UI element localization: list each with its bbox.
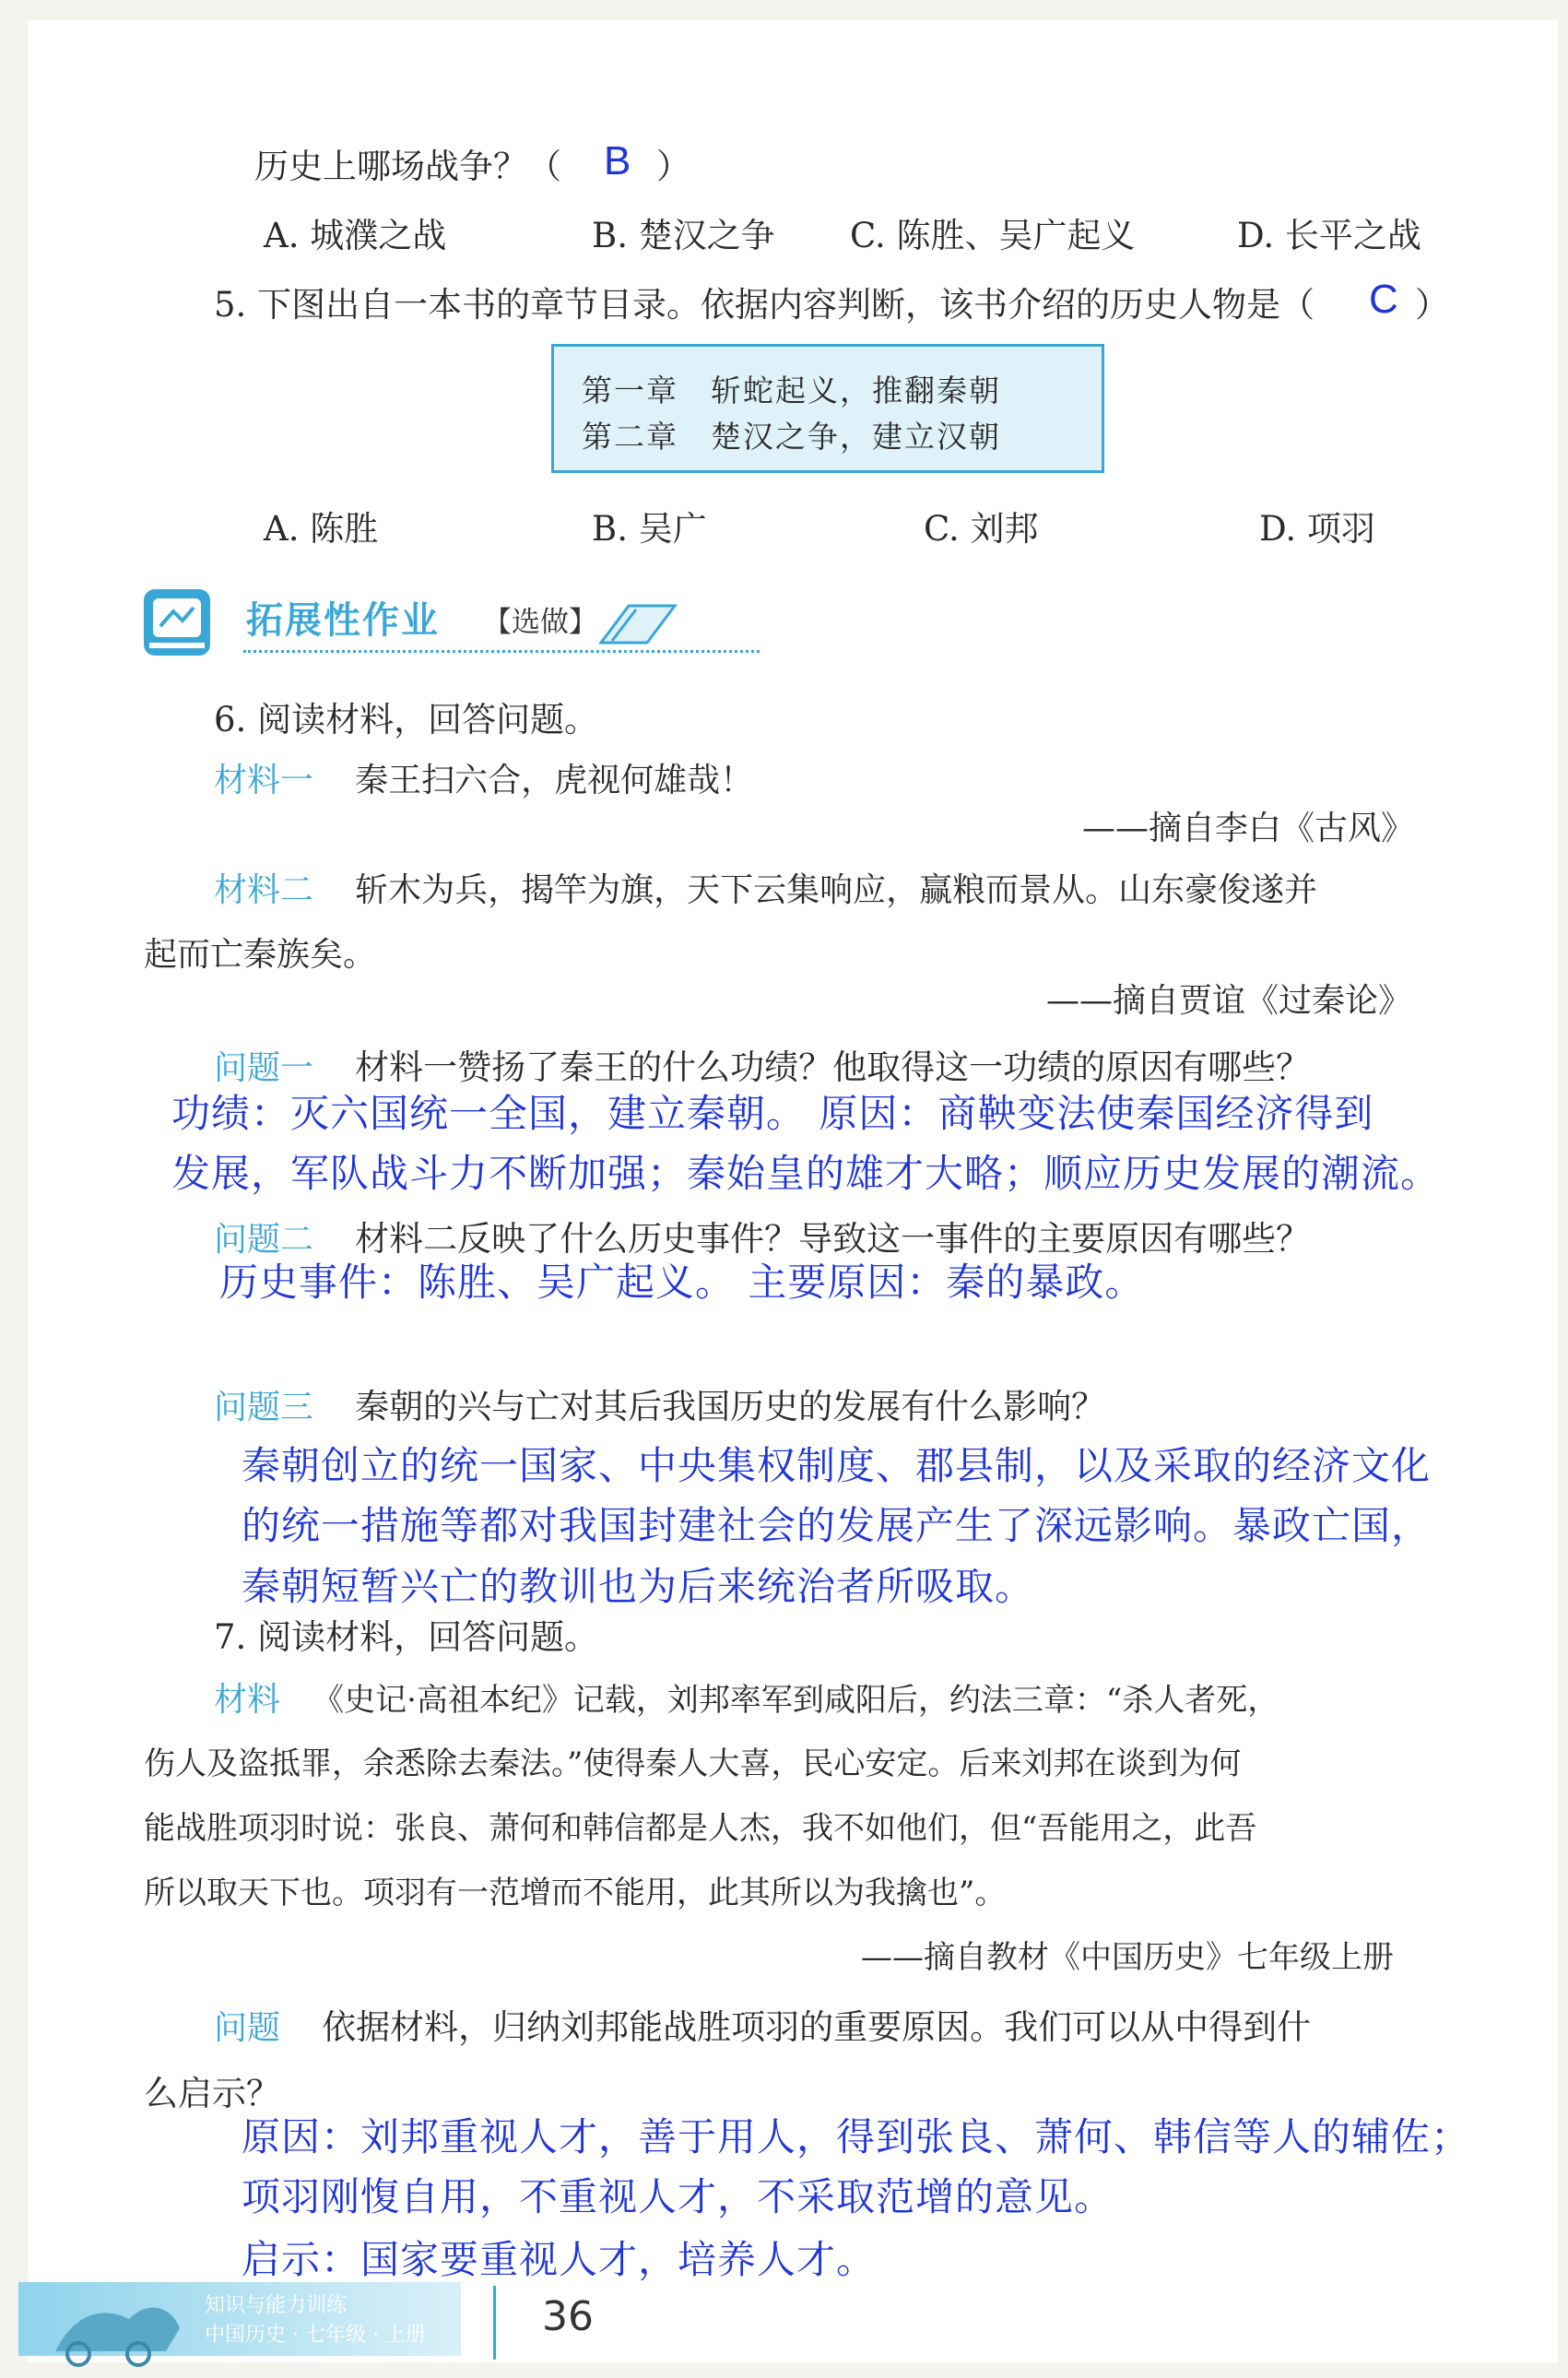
q6-answer-3-line-2: 的统一措施等都对我国封建社会的发展产生了深远影响。暴政亡国， [242, 1503, 1432, 1548]
q6-material-2 [214, 864, 1317, 911]
q4-close: ） [656, 147, 690, 186]
q4-option-c: C. 陈胜、吴广起义 [850, 216, 1136, 255]
section-banner [140, 586, 693, 668]
q6-problem-1-text: 材料一赞扬了秦王的什么功绩？他取得这一功绩的原因有哪些？ [355, 1047, 1311, 1087]
q6-answer-3-line-1: 秦朝创立的统一国家、中央集权制度、郡县制，以及采取的经济文化 [242, 1443, 1432, 1488]
q7-problem-label: 问题 [214, 2009, 281, 2047]
q6-answer-2: 历史事件：陈胜、吴广起义。 主要原因：秦的暴政。 [219, 1260, 1145, 1305]
q6-material-1 [214, 754, 753, 801]
q4-option-d: D. 长平之战 [1237, 216, 1421, 255]
q7-intro: 7. 阅读材料，回答问题。 [214, 1617, 599, 1657]
q6-answer-1-line-1: 功绩：灭六国统一全国，建立秦朝。 原因：商鞅变法使秦国经济得到 [171, 1091, 1374, 1136]
footer-series: 知识与能力训练 [205, 2294, 348, 2317]
q6-intro: 6. 阅读材料，回答问题。 [214, 700, 599, 739]
q5-option-a: A. 陈胜 [264, 509, 379, 549]
q7-problem-text-2: 么启示？ [144, 2074, 280, 2113]
q7-answer-line-2: 项羽刚愎自用，不重视人才，不采取范增的意见。 [242, 2174, 1114, 2219]
page-number: 36 [542, 2293, 594, 2340]
q6-answer-3-line-3: 秦朝短暂兴亡的教训也为后来统治者所吸取。 [242, 1564, 1035, 1609]
q6-material-1-label: 材料一 [214, 762, 314, 799]
q7-material-label: 材料 [214, 1681, 281, 1719]
banner-tag: 【选做】 [483, 606, 597, 639]
q7-answer-line-1: 原因：刘邦重视人才，善于用人，得到张良、萧何、韩信等人的辅佐； [242, 2114, 1471, 2159]
q6-problem-1 [214, 1039, 1310, 1089]
q7-problem-text-1: 依据材料，归纳刘邦能战胜项羽的重要原因。我们可以从中得到什 [322, 2007, 1312, 2047]
homework-icon [140, 586, 242, 668]
q6-material-1-source: ——摘自李白《古风》 [1082, 810, 1415, 847]
q6-problem-3-text: 秦朝的兴与亡对其后我国历史的发展有什么影响？ [355, 1387, 1106, 1426]
banner-dotted-line [243, 650, 760, 653]
q5-stem: 5. 下图出自一本书的章节目录。依据内容判断，该书介绍的历史人物是（ [214, 285, 1315, 325]
q5-option-c: C. 刘邦 [924, 509, 1039, 549]
q7-material-text-4: 所以取天下也。项羽有一范增而不能用，此其所以为我擒也”。 [144, 1875, 1007, 1911]
chapter-box [551, 344, 1104, 473]
q6-problem-3-label: 问题三 [214, 1389, 314, 1426]
chapter-line-1: 第一章 斩蛇起义，推翻秦朝 [582, 373, 1001, 408]
q4-stem: 历史上哪场战争？（ [254, 147, 561, 186]
q6-problem-3 [214, 1378, 1105, 1428]
banner-title: 拓展性作业 [246, 599, 440, 642]
q7-material [214, 1674, 1279, 1721]
chapter-line-2: 第二章 楚汉之争，建立汉朝 [582, 419, 1001, 455]
q6-material-2-label: 材料二 [214, 871, 314, 909]
q7-material-text-3: 能战胜项羽时说：张良、萧何和韩信都是人杰，我不如他们，但“吾能用之，此吾 [144, 1810, 1257, 1847]
q7-answer-line-3: 启示：国家要重视人才，培养人才。 [242, 2237, 877, 2282]
pencil-icon [592, 597, 684, 652]
q5-answer: C [1369, 277, 1398, 322]
q6-problem-2-label: 问题二 [214, 1221, 314, 1259]
q6-problem-1-label: 问题一 [214, 1049, 314, 1087]
q4-answer: B [604, 138, 631, 183]
q6-problem-2-text: 材料二反映了什么历史事件？导致这一事件的主要原因有哪些？ [355, 1219, 1311, 1259]
q6-material-2-text-1: 斩木为兵，揭竿为旗，天下云集响应，赢粮而景从。山东豪俊遂并 [355, 871, 1318, 909]
q6-material-1-text: 秦王扫六合，虎视何雄哉！ [355, 762, 754, 799]
q7-problem [214, 1999, 1311, 2049]
q5-option-b: B. 吴广 [592, 509, 707, 549]
q7-material-text-1: 《史记·高祖本纪》记载，刘邦率军到咸阳后，约法三章：“杀人者死， [312, 1682, 1279, 1719]
q4-option-a: A. 城濮之战 [264, 216, 447, 255]
q6-answer-1-line-2: 发展，军队战斗力不断加强；秦始皇的雄才大略；顺应历史发展的潮流。 [171, 1151, 1441, 1196]
q6-material-2-source: ——摘自贾谊《过秦论》 [1046, 982, 1412, 1020]
footer-divider [493, 2286, 496, 2360]
q6-material-2-text-2: 起而亡秦族矣。 [144, 936, 377, 974]
footer-subject: 中国历史 · 七年级 · 上册 [205, 2324, 426, 2347]
q7-material-source: ——摘自教材《中国历史》七年级上册 [861, 1939, 1394, 1976]
q4-option-b: B. 楚汉之争 [592, 216, 775, 255]
q5-close: ） [1415, 285, 1449, 325]
page-footer [0, 2264, 1568, 2378]
q5-option-d: D. 项羽 [1259, 509, 1375, 549]
q7-material-text-2: 伤人及盗抵罪，余悉除去秦法。”使得秦人大喜，民心安定。后来刘邦在谈到为何 [144, 1745, 1242, 1782]
